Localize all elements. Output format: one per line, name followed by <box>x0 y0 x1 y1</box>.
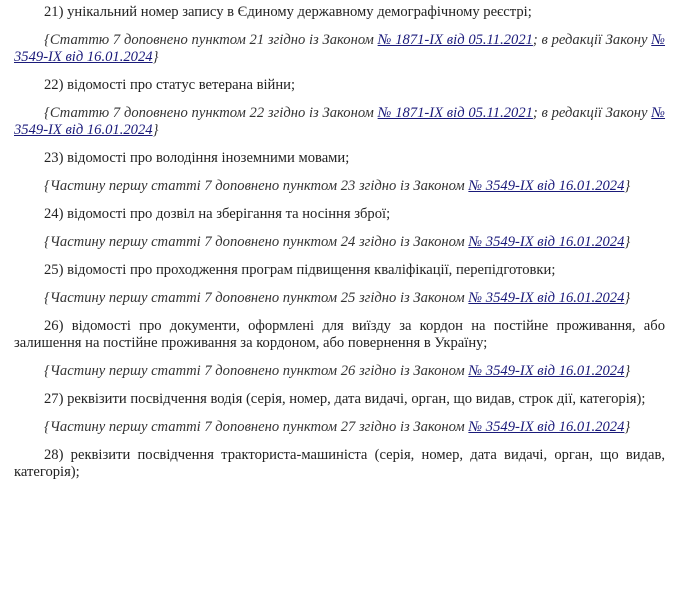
item-27: 27) реквізити посвідчення водія (серія, номер, дата видачі, орган, що видав, строк дії, категорія); <box>44 391 646 407</box>
note-text: {Частину першу статті 7 доповнено пунктом 26 згідно із Законом <box>44 363 469 379</box>
amendment-note-25 <box>14 290 665 307</box>
law-link-1871[interactable]: № 1871-IX від 05.11.2021 <box>377 105 533 121</box>
note-text: ; в редакції Закону <box>532 32 652 48</box>
item-23: 23) відомості про володіння іноземними мовами; <box>44 150 350 166</box>
law-link-3549[interactable]: № 3549-IX від 16.01.2024 <box>468 178 625 194</box>
note-text: } <box>624 419 631 435</box>
note-text: } <box>624 234 631 250</box>
note-text: } <box>624 178 631 194</box>
law-link-3549[interactable]: № 3549-IX від 16.01.2024 <box>14 32 666 65</box>
law-link-3549[interactable]: № 3549-IX від 16.01.2024 <box>468 363 625 379</box>
amendment-note-21 <box>14 32 665 66</box>
amendment-note-23 <box>14 178 665 195</box>
note-text: {Статтю 7 доповнено пунктом 21 згідно із Законом <box>44 32 378 48</box>
item-26: 26) відомості про документи, оформлені для виїзду за кордон на постійне проживання, або залишення на постійне проживання за кордоном, або повернення в Україну; <box>14 318 665 351</box>
law-link-3549[interactable]: № 3549-IX від 16.01.2024 <box>468 290 625 306</box>
amendment-note-22 <box>14 105 665 139</box>
note-text: } <box>152 122 159 138</box>
amendment-note-26 <box>14 363 665 380</box>
note-text: {Частину першу статті 7 доповнено пунктом 23 згідно із Законом <box>44 178 469 194</box>
law-link-3549[interactable]: № 3549-IX від 16.01.2024 <box>14 105 666 138</box>
note-text: {Статтю 7 доповнено пунктом 22 згідно із Законом <box>44 105 378 121</box>
law-link-3549[interactable]: № 3549-IX від 16.01.2024 <box>468 419 625 435</box>
law-link-1871[interactable]: № 1871-IX від 05.11.2021 <box>377 32 533 48</box>
note-text: } <box>624 363 631 379</box>
item-24: 24) відомості про дозвіл на зберігання та носіння зброї; <box>44 206 391 222</box>
note-text: } <box>624 290 631 306</box>
note-text: {Частину першу статті 7 доповнено пунктом 25 згідно із Законом <box>44 290 469 306</box>
item-21: 21) унікальний номер запису в Єдиному державному демографічному реєстрі; <box>44 4 532 20</box>
note-text: {Частину першу статті 7 доповнено пунктом 24 згідно із Законом <box>44 234 469 250</box>
item-22: 22) відомості про статус ветерана війни; <box>44 77 296 93</box>
note-text: {Частину першу статті 7 доповнено пунктом 27 згідно із Законом <box>44 419 469 435</box>
amendment-note-24 <box>14 234 665 251</box>
item-25: 25) відомості про проходження програм підвищення кваліфікації, перепідготовки; <box>44 262 556 278</box>
note-text: } <box>152 49 159 65</box>
amendment-note-27 <box>14 419 665 436</box>
note-text: ; в редакції Закону <box>532 105 652 121</box>
item-28: 28) реквізити посвідчення тракториста-машиніста (серія, номер, дата видачі, орган, що видав, категорія); <box>14 447 665 480</box>
law-link-3549[interactable]: № 3549-IX від 16.01.2024 <box>468 234 625 250</box>
